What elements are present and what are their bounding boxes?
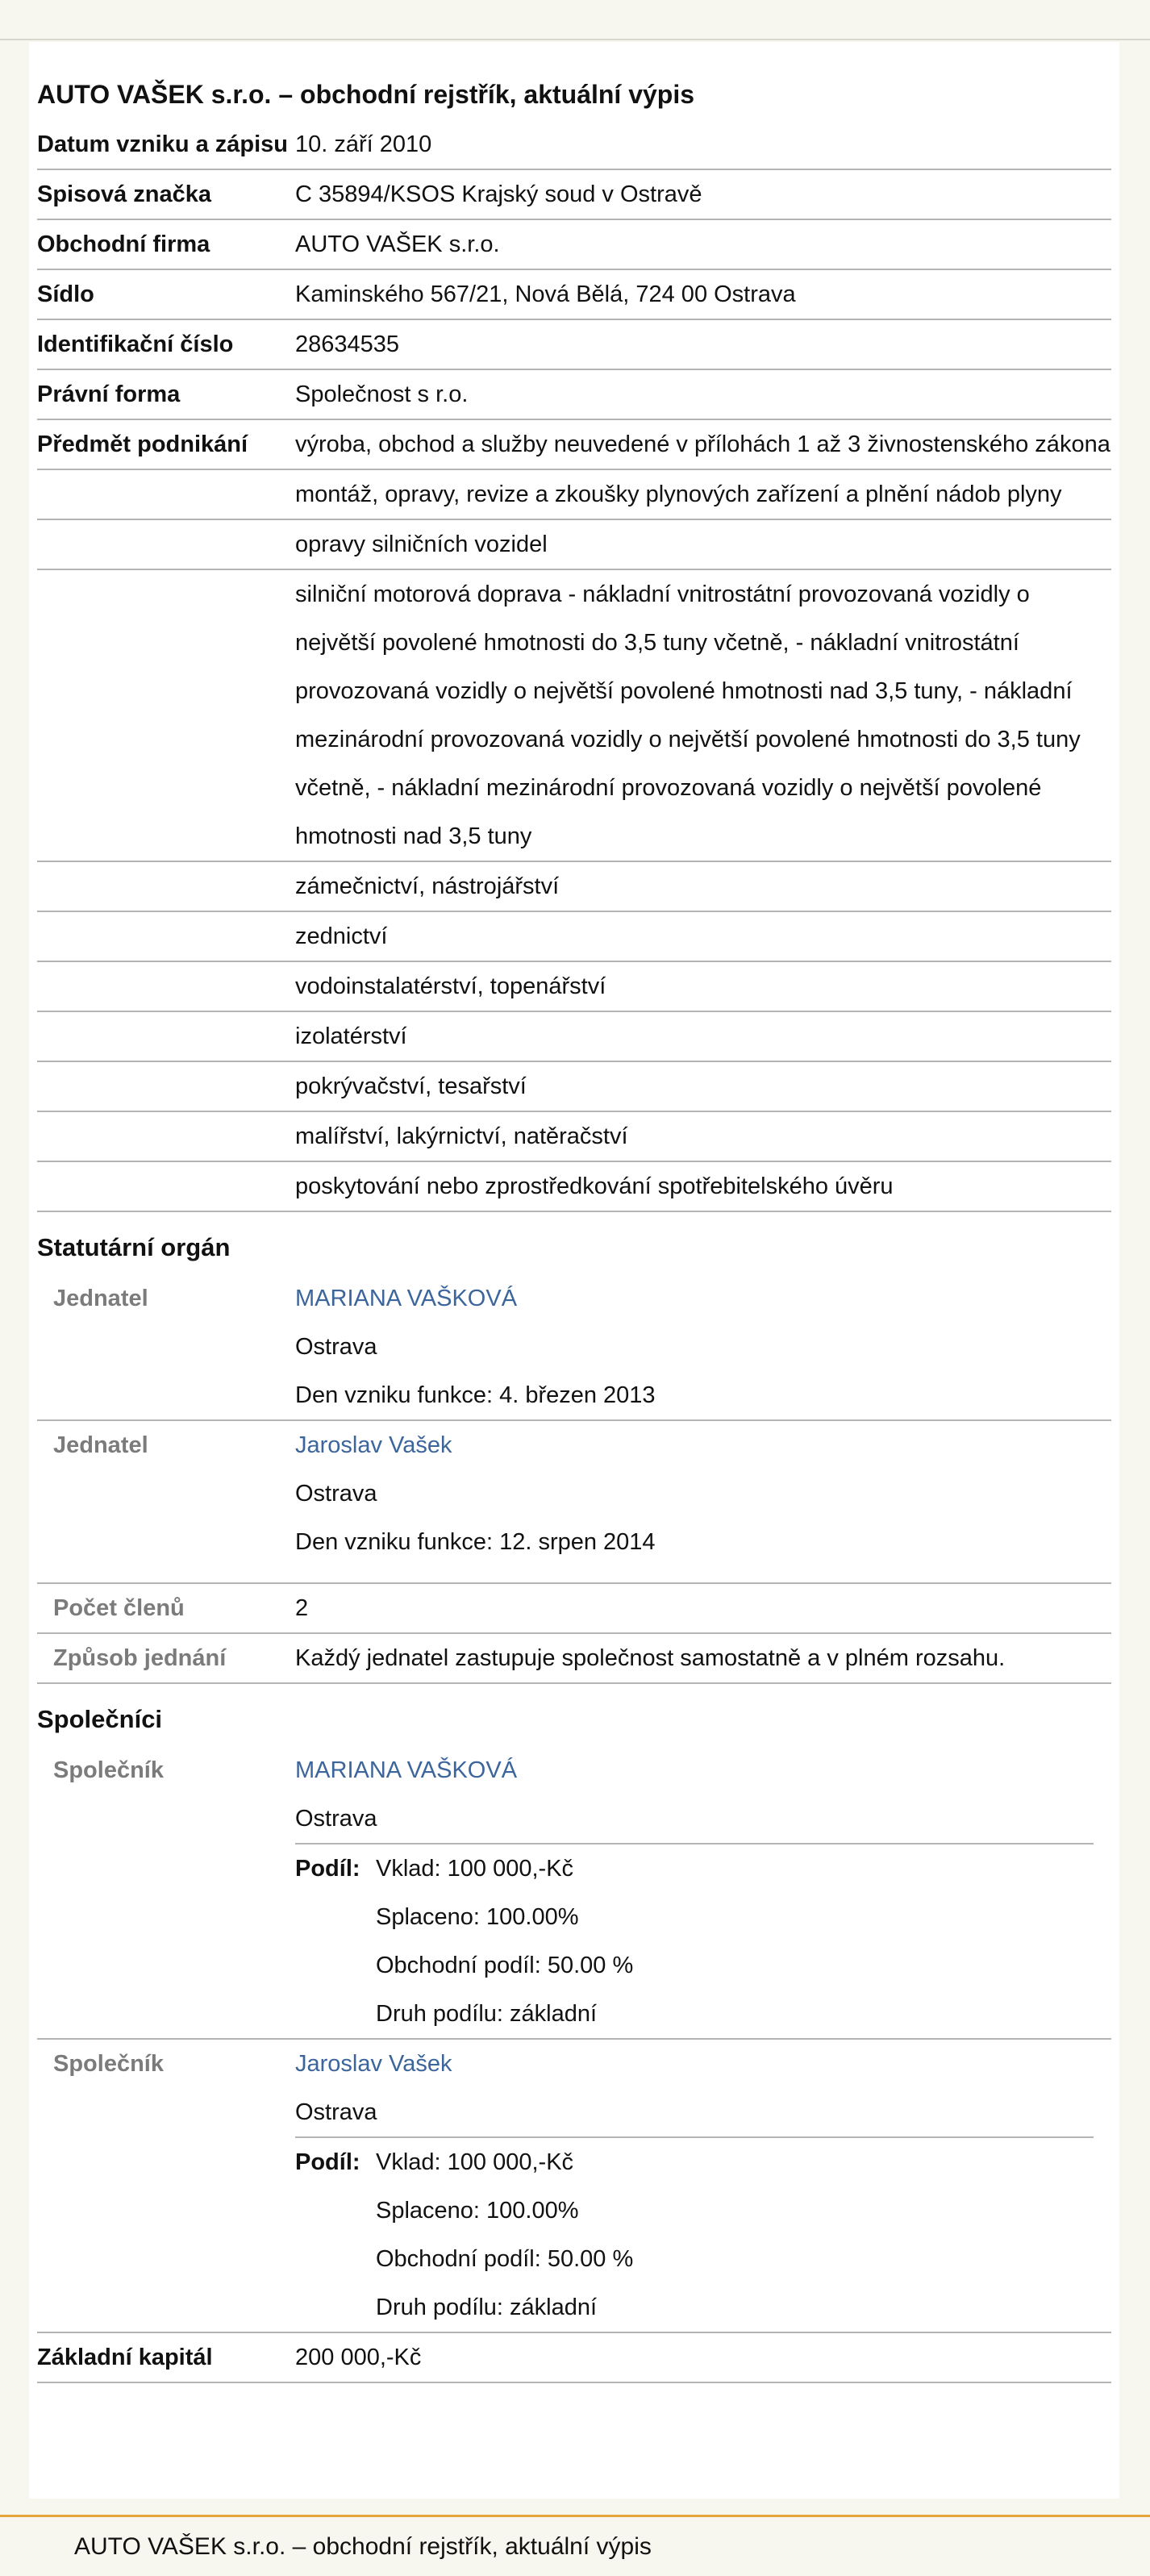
predmet-item: zednictví [295, 923, 388, 949]
partner-name-link[interactable]: MARIANA VAŠKOVÁ [295, 1757, 518, 1783]
pocet-clenu-value: 2 [295, 1595, 309, 1621]
page-title: AUTO VAŠEK s.r.o. – obchodní rejstřík, aktuální výpis [37, 80, 695, 109]
zakladni-kapital-value: 200 000,-Kč [295, 2345, 422, 2370]
field-row-datum [37, 120, 1111, 170]
partner-name-link[interactable]: Jaroslav Vašek [295, 2051, 452, 2077]
partner-row [37, 2040, 1111, 2333]
zpusob-jednani-label: Způsob jednání [53, 1645, 227, 1671]
zpusob-jednani-row [37, 1634, 1111, 1684]
podil-obchodni: Obchodní podíl: 50.00 % [376, 1953, 634, 1978]
member-role: Jednatel [53, 1432, 148, 1458]
field-value: Společnost s r.o. [295, 381, 469, 407]
podil-splaceno: Splaceno: 100.00% [376, 2198, 579, 2224]
predmet-row [37, 1112, 1111, 1162]
podil-label: Podíl: [295, 2149, 360, 2175]
podil-label: Podíl: [295, 1856, 360, 1882]
podil-vklad: Vklad: 100 000,-Kč [376, 2149, 574, 2175]
register-extract-page [29, 42, 1119, 2499]
footer-divider [0, 2515, 1150, 2517]
predmet-row [37, 962, 1111, 1012]
member-role: Jednatel [53, 1286, 148, 1311]
predmet-item: opravy silničních vozidel [295, 531, 548, 557]
predmet-row [37, 420, 1111, 470]
field-label: Právní forma [37, 381, 181, 407]
podil-vklad: Vklad: 100 000,-Kč [376, 1856, 574, 1882]
predmet-item: poskytování nebo zprostředkování spotřebitelského úvěru [295, 1173, 894, 1199]
predmet-row [37, 520, 1111, 570]
member-city: Ostrava [295, 1334, 377, 1360]
section-heading-statutarni: Statutární orgán [37, 1233, 231, 1261]
zakladni-kapital-row [37, 2333, 1111, 2383]
predmet-item: malířství, lakýrnictví, natěračství [295, 1123, 628, 1149]
zakladni-kapital-label: Základní kapitál [37, 2345, 213, 2370]
podil-splaceno: Splaceno: 100.00% [376, 1904, 579, 1930]
predmet-item: pokrývačství, tesařství [295, 1073, 527, 1099]
partner-share [295, 1843, 1094, 2038]
section-heading-spolecnici: Společníci [37, 1705, 163, 1733]
field-value: AUTO VAŠEK s.r.o. [295, 231, 500, 257]
member-city: Ostrava [295, 1481, 377, 1507]
predmet-row [37, 470, 1111, 520]
field-label: Sídlo [37, 281, 94, 307]
field-value: C 35894/KSOS Krajský soud v Ostravě [295, 181, 702, 207]
field-row-spisova-znacka [37, 170, 1111, 220]
predmet-row [37, 862, 1111, 912]
field-value: Kaminského 567/21, Nová Bělá, 724 00 Ostrava [295, 281, 796, 307]
predmet-row [37, 1062, 1111, 1112]
statutarni-member [37, 1274, 1111, 1421]
member-name-link[interactable]: MARIANA VAŠKOVÁ [295, 1286, 518, 1311]
predmet-row [37, 912, 1111, 962]
pocet-clenu-row [37, 1584, 1111, 1634]
partner-role: Společník [53, 1757, 164, 1783]
field-label: Obchodní firma [37, 231, 210, 257]
partner-role: Společník [53, 2051, 164, 2077]
partner-city: Ostrava [295, 1806, 377, 1832]
predmet-item: výroba, obchod a služby neuvedené v přílohách 1 až 3 živnostenského zákona [295, 431, 1110, 457]
footer-title: AUTO VAŠEK s.r.o. – obchodní rejstřík, aktuální výpis [74, 2533, 652, 2560]
field-row-ico [37, 320, 1111, 370]
podil-druh: Druh podílu: základní [376, 2001, 598, 2027]
field-label: Datum vzniku a zápisu [37, 131, 289, 157]
partner-share [295, 2136, 1094, 2332]
partner-row [37, 1746, 1111, 2040]
predmet-item: vodoinstalatérství, topenářství [295, 973, 606, 999]
member-since: Den vzniku funkce: 12. srpen 2014 [295, 1529, 656, 1555]
partner-city: Ostrava [295, 2099, 377, 2125]
statutarni-member [37, 1421, 1111, 1584]
podil-druh: Druh podílu: základní [376, 2295, 598, 2320]
predmet-row [37, 570, 1111, 862]
field-label: Spisová značka [37, 181, 211, 207]
zpusob-jednani-value: Každý jednatel zastupuje společnost samostatně a v plném rozsahu. [295, 1645, 1006, 1671]
top-divider [0, 39, 1150, 40]
member-since: Den vzniku funkce: 4. březen 2013 [295, 1382, 656, 1408]
field-value: 28634535 [295, 331, 400, 357]
predmet-item: montáž, opravy, revize a zkoušky plynových zařízení a plnění nádob plyny [295, 481, 1062, 507]
podil-obchodni: Obchodní podíl: 50.00 % [376, 2246, 634, 2272]
predmet-label: Předmět podnikání [37, 431, 248, 457]
predmet-item: izolatérství [295, 1023, 407, 1049]
predmet-item: zámečnictví, nástrojářství [295, 873, 560, 899]
field-row-sidlo [37, 270, 1111, 320]
field-value: 10. září 2010 [295, 131, 432, 157]
extract-content [37, 42, 1111, 2383]
field-row-pravni-forma [37, 370, 1111, 420]
predmet-row [37, 1012, 1111, 1062]
predmet-item: silniční motorová doprava - nákladní vnitrostátní provozovaná vozidly o největší povolené hmotnosti do 3,5 tuny včetně, - nákladní vnitrostátní provozovaná vozidly o největší povolené hmotnosti nad 3,5 tuny, - nákladní mezinárodní provozovaná vozidly o největší povolené hmotnosti do 3,5 tuny včetně, - nákladní mezinárodní provozovaná vozidly o největší povolené hmotnosti nad 3,5 tuny [295, 581, 1081, 849]
field-label: Identifikační číslo [37, 331, 234, 357]
predmet-row [37, 1162, 1111, 1212]
pocet-clenu-label: Počet členů [53, 1595, 185, 1621]
field-row-obchodni-firma [37, 220, 1111, 270]
member-name-link[interactable]: Jaroslav Vašek [295, 1432, 452, 1458]
